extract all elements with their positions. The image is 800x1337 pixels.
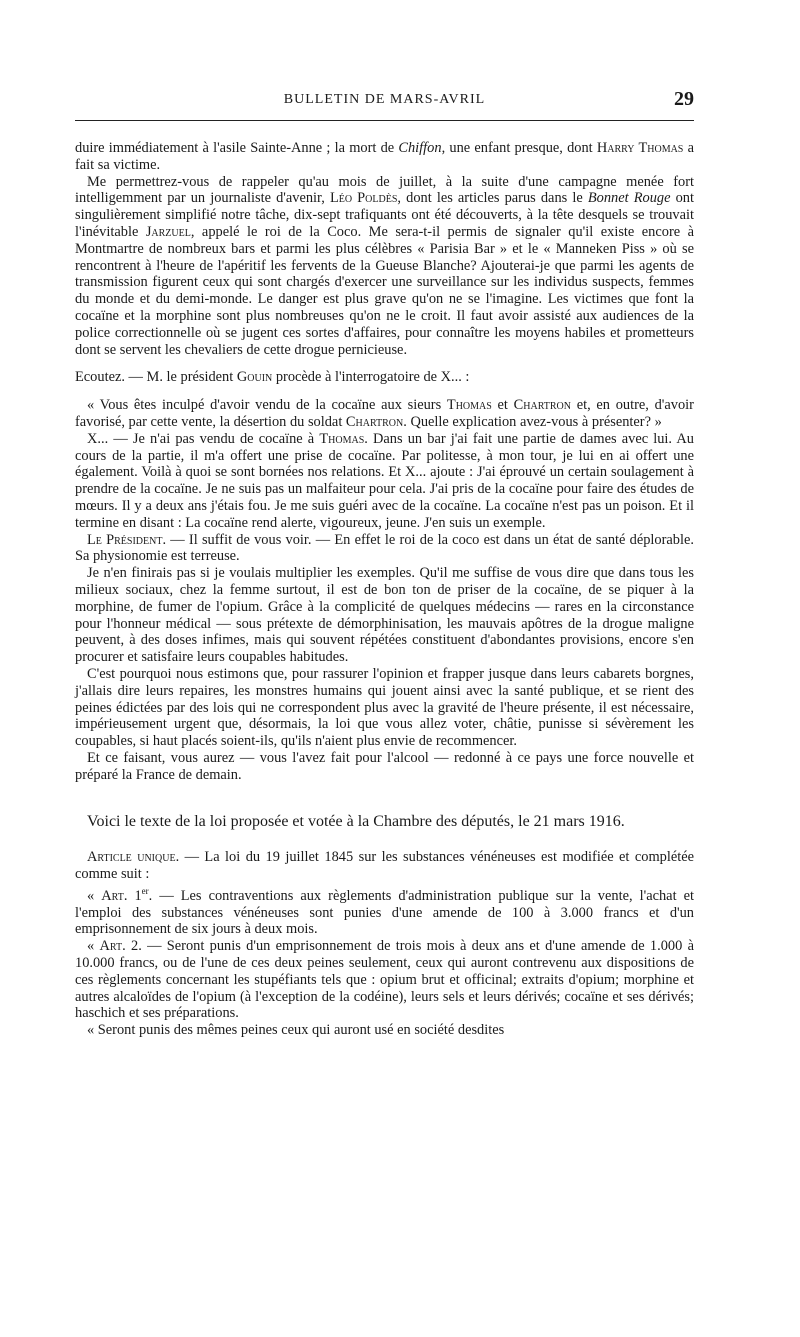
- paragraph: Me permettrez-vous de rappeler qu'au mois de juillet, à la suite d'une campagne menée fort intelligemment par un journaliste d'avenir, Léo Poldès, dont les articles parus dans le Bonnet Rouge ont singulièrement simplifié notre tâche, dix-sept trafiquants ont été découverts, à la tête desquels se trouvait l'inévitable Jarzuel, appelé le roi de la Coco. Me sera-t-il permis de signaler qu'il existe encore à Montmartre de nombreux bars et parmi les plus célèbres « Parisia Bar » et le « Manneken Piss » où se rencontrent à l'heure de l'apéritif les fervents de la Gueuse Blanche? Ajouterai-je que parmi les agents de transmission figurent ceux qui sont chargés d'exercer une surveillance sur les individus suspects, femmes du monde et du demi-monde. Le danger est plus grave qu'on ne se l'imagine. Les victimes que font la cocaïne et la morphine sont plus nombreuses qu'on ne le croit. Il faut avoir assisté aux audiences de la police correctionnelle où se jugent ces sortes d'affaires, pour connaître les moyens habiles et prometteurs dont se servent les chevaliers de cette drogue pernicieuse.: [75, 173, 694, 358]
- paragraph: duire immédiatement à l'asile Sainte-Anne ; la mort de Chiffon, une enfant presque, dont Harry Thomas a fait sa victime.: [75, 140, 694, 173]
- paragraph: C'est pourquoi nous estimons que, pour rassurer l'opinion et frapper jusque dans leurs cabarets borgnes, j'allais dire leurs repaires, les monstres humains qui jouent ainsi avec la santé publique, et se rient des peines édictées par des lois qui ne correspondent plus avec la gravité de l'heure présente, il est nécessaire, impérieusement urgent que, désormais, la loi que vous allez voter, châtie, punisse si sévèrement les coupables, si haut placés soient-ils, qu'ils n'aient plus envie de recommencer.: [75, 665, 694, 750]
- running-title: BULLETIN DE MARS-AVRIL: [283, 92, 486, 107]
- law-article: « Art. 2. — Seront punis d'un emprisonnement de trois mois à deux ans et d'une amende de 1.000 à 10.000 francs, ou de l'une de ces deux peines seulement, ceux qui auront contrevenu aux dispositions de ces règlements concernant les stupéfiants tels que : opium brut et officinal; extraits d'opium; morphine et autres alcaloïdes de l'opium (à l'exception de la codéine), leurs sels et leurs dérivés; cocaïne et ses dérivés; haschich et ses préparations.: [75, 938, 694, 1022]
- law-article: « Art. 1er. — Les contraventions aux règlements d'administration publique sur la vente, l'achat et l'emploi des substances vénéneuses sont punies d'une amende de 100 à 3.000 francs et d'un emprisonnement de six jours à deux mois.: [75, 886, 695, 938]
- page-header: [75, 88, 694, 114]
- law-article: « Seront punis des mêmes peines ceux qui auront usé en société desdites: [87, 1022, 505, 1039]
- law-article: Article unique. — La loi du 19 juillet 1845 sur les substances vénéneuses est modifiée et complétée comme suit :: [75, 849, 694, 883]
- law-introduction: Voici le texte de la loi proposée et votée à la Chambre des députés, le 21 mars 1916.: [87, 813, 625, 831]
- page-number: 29: [674, 88, 694, 110]
- paragraph: Je n'en finirais pas si je voulais multiplier les exemples. Qu'il me suffise de vous dire que dans tous les milieux sociaux, chez la femme surtout, il est de bon ton de priser de la cocaïne, de se piquer à la morphine, de fumer de l'opium. Grâce à la complicité de quelques médecins — rares en la circonstance pour l'honneur médical — sous prétexte de démorphinisation, les mauvais apôtres de la drogue maligne peuvent, à des doses infimes, mais qui souvent répétées constituent d'abondantes provisions, encore s'en procurer et satisfaire leurs coupables habitudes.: [75, 565, 694, 666]
- paragraph: Et ce faisant, vous aurez — vous l'avez fait pour l'alcool — redonné à ce pays une force nouvelle et préparé la France de demain.: [75, 749, 694, 783]
- header-rule: [75, 120, 694, 121]
- body-text: [75, 140, 694, 1039]
- paragraph: Le Président. — Il suffit de vous voir. — En effet le roi de la coco est dans un état de santé déplorable. Sa physionomie est terreuse.: [75, 531, 694, 565]
- paragraph: X... — Je n'ai pas vendu de cocaïne à Thomas. Dans un bar j'ai fait une partie de dames avec lui. Au cours de la partie, il m'a offert une prise de cocaïne. Par politesse, à mon tour, je lui en ai offert une également. Voilà à quoi se sont bornées nos relations. Et X... ajoute : J'ai éprouvé un certain soulagement à prendre de la cocaïne. Je ne suis pas un malfaiteur pour cela. J'ai pris de la cocaïne pour faire des études de mœurs. Il y a deux ans j'étais fou. Je me suis guéri avec de la cocaïne. La cocaïne n'est pas un poison. Et il termine en disant : La cocaïne rend alerte, vigoureux, jeune. J'en suis un exemple.: [75, 430, 694, 531]
- paragraph: Ecoutez. — M. le président Gouin procède à l'interrogatoire de X... :: [75, 369, 470, 386]
- paragraph: « Vous êtes inculpé d'avoir vendu de la cocaïne aux sieurs Thomas et Chartron et, en outre, d'avoir favorisé, par cette vente, la désertion du soldat Chartron. Quelle explication avez-vous à présenter? »: [75, 397, 694, 430]
